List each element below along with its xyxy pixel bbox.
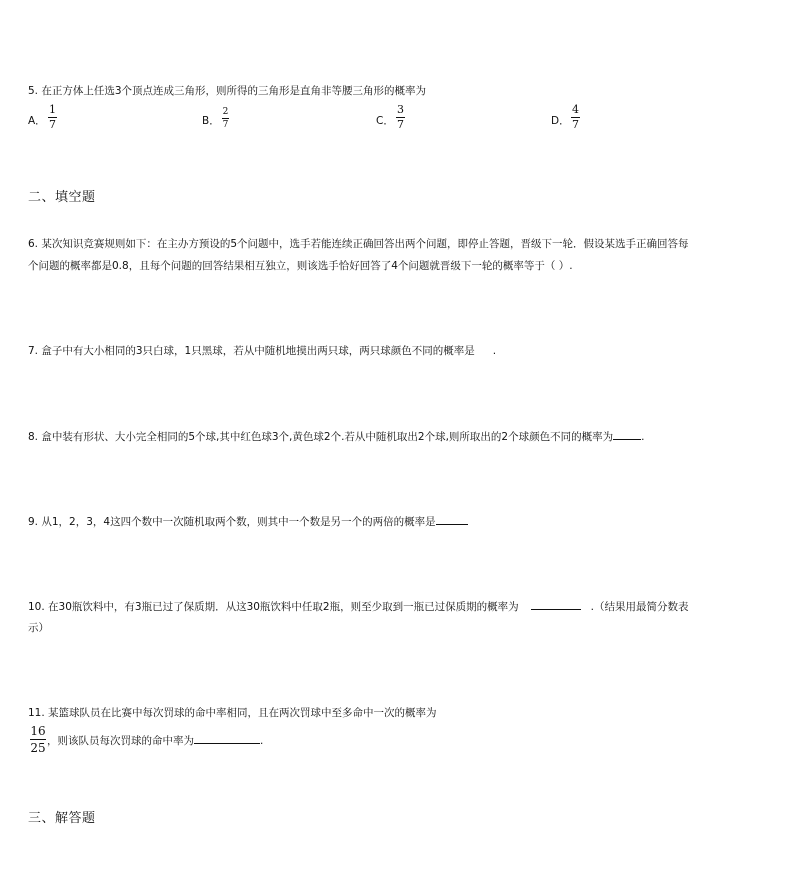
- question-7: [28, 344, 496, 359]
- answer-blank: [531, 599, 581, 610]
- option-b-fraction: 2 7: [222, 107, 229, 130]
- question-11-stem: 11. 某篮球队员在比赛中每次罚球的命中率相同，且在两次罚球中至多命中一次的概率为: [28, 707, 437, 719]
- question-7-stem: 7. 盒子中有大小相同的3只白球，1只黑球，若从中随机地摸出两只球，两只球颜色不同的概率是: [28, 345, 475, 357]
- answer-blank: [613, 429, 641, 440]
- question-9-stem: 9. 从1，2，3，4这四个数中一次随机取两个数，则其中一个数是另一个的两倍的概率是: [28, 516, 436, 528]
- section-fill-in-heading: 二、填空题: [28, 190, 96, 205]
- option-a-label: A．: [28, 115, 46, 127]
- question-6-line-1: 6. 某次知识竞赛规则如下：在主办方预设的5个问题中，选手若能连续正确回答出两个问题，即停止答题，晋级下一轮．假设某选手正确回答每: [28, 238, 689, 250]
- option-d-fraction: 4 7: [572, 103, 579, 131]
- question-11-tail: ，则该队员每次罚球的命中率为 .: [47, 735, 264, 747]
- question-10-line-1: [28, 599, 688, 615]
- option-c-label: C．: [376, 115, 394, 127]
- answer-blank: [194, 733, 260, 744]
- option-d-label: D．: [551, 115, 570, 127]
- question-10-line-2: 示）: [28, 622, 49, 634]
- answer-blank: [436, 514, 468, 525]
- question-8-end: .: [641, 431, 645, 443]
- option-b-label: B．: [202, 115, 220, 127]
- section-solution-heading: 三、解答题: [28, 811, 96, 826]
- question-10-after: .（结果用最简分数表: [590, 601, 689, 613]
- question-8: [28, 429, 644, 445]
- question-7-end: .: [492, 345, 497, 357]
- question-8-stem: 8. 盒中装有形状、大小完全相同的5个球,其中红色球3个,黄色球2个.若从中随机取出2个球,则所取出的2个球颜色不同的概率为: [28, 431, 614, 443]
- option-c-fraction: 3 7: [397, 103, 404, 131]
- option-a-fraction: 1 7: [49, 103, 56, 131]
- question-11-fraction: 16 25: [30, 724, 46, 755]
- question-9: [28, 514, 468, 530]
- question-6-line-2: 个问题的概率都是0.8，且每个问题的回答结果相互独立，则该选手恰好回答了4个问题就晋级下一轮的概率等于（ ）.: [28, 260, 573, 272]
- question-5-stem: 5. 在正方体上任选3个顶点连成三角形，则所得的三角形是直角非等腰三角形的概率为: [28, 85, 427, 97]
- question-10-stem: 10. 在30瓶饮料中，有3瓶已过了保质期．从这30瓶饮料中任取2瓶，则至少取到一瓶已过保质期的概率为: [28, 601, 519, 613]
